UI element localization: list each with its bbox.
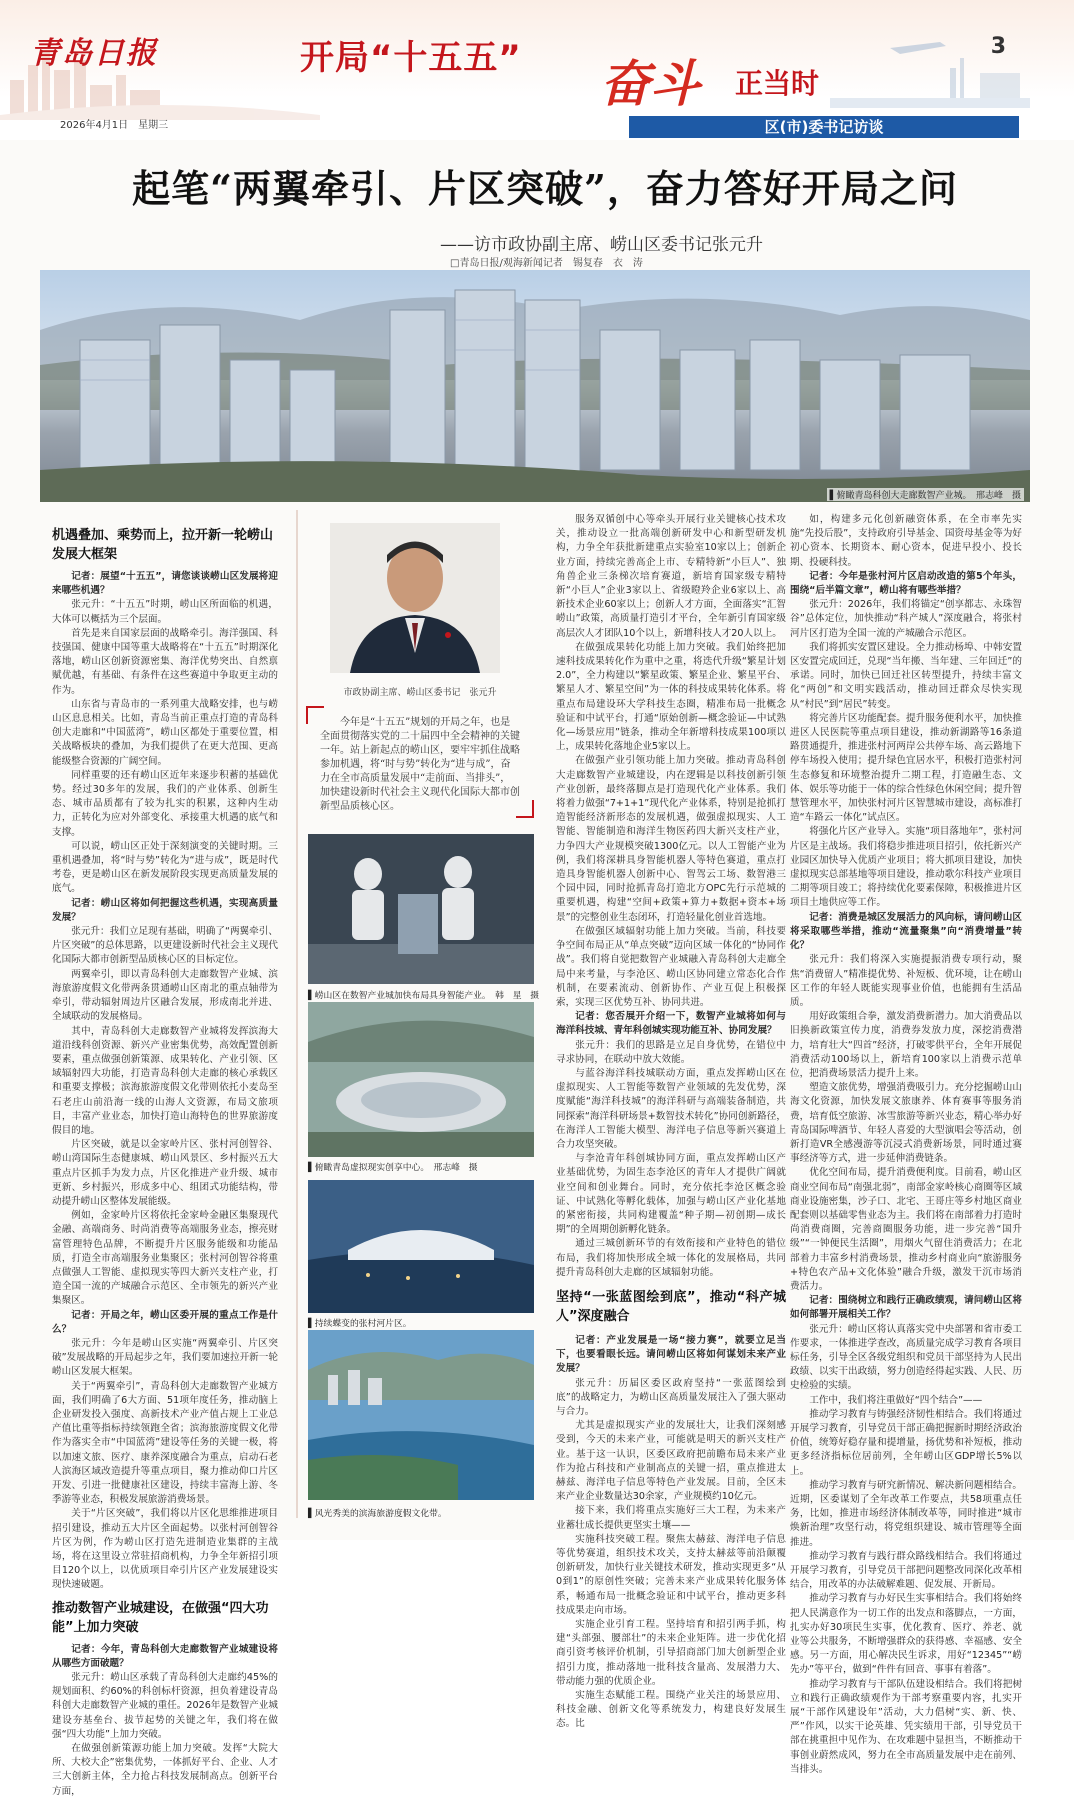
paragraph: 推动学习教育与铸强经济韧性相结合。我们将通过开展学习教育，引导党员干部正确把握新时期经济政治价值，统筹好稳存量和提增量，扬优势和补短板，推动更多经济指标位居前列，全年崂山区GDP增长5%以上。: [790, 1408, 1022, 1477]
harbor-illustration: [830, 28, 1030, 108]
paragraph: 例如，金家岭片区将依托金家岭金融区集聚现代金融、高端商务、时尚消费等高端服务业态，擦亮财富管理特色品牌，不断提升片区服务能级和功能品质，打造全市高端服务业集聚区；张村河创智谷将重点做强人工智能、虚拟现实等四大新兴支柱产业，打造全国一流的产城融合示范区、全市领先的新兴产业集聚区。: [52, 1210, 278, 1307]
column-divider: [296, 510, 298, 1518]
portrait-caption: 市政协副主席、崂山区委书记 张元升: [343, 688, 497, 698]
interviewee-portrait: [330, 523, 500, 673]
paragraph: 其中，青岛科创大走廊数智产业城将发挥滨海大道沿线科创资源、新兴产业密集优势，高效配置创新要素，重点做强创新策源、成果转化、产业引领、区域辐射四大功能，打造青岛科创大走廊的核心承载区和重要支撑极；滨海旅游度假文化带则依托小麦岛至石老庄山前沿海一线的山海人文资源，布局文旅项目，丰富产业业态，加快打造山海特色的世界旅游度假目的地。: [52, 1025, 278, 1136]
paragraph: 在做强成果转化功能上加力突破。我们始终把加速科技成果转化作为重中之重，将迭代升级“繁星计划2.0”，全力构建以“繁星政策、繁星企业、繁星平台、繁星人才、繁星空间”为一体的科技成果转化体系。将重点布局建设环大学科技生态圈，精准布局一批概念验证和中试平台，打通“原始创新—概念验证—中试熟化—场景应用”链条，推动全年新增科技成果100项以上，成果转化落地企业5家以上。: [556, 641, 786, 753]
paragraph: 同样重要的还有崂山区近年来逐步积蓄的基础优势。经过30多年的发展，我们的产业体系、创新生态、城市品质都有了较为扎实的积累，这种内生动力，正转化为应对外部变化、承接重大机遇的底气和支撑。: [52, 769, 278, 838]
special-headline-prefix: 开局“十五五”: [300, 38, 522, 78]
paragraph: 片区突破，就是以金家岭片区、张村河创智谷、崂山湾国际生态健康城、崂山风景区、乡村振兴五大重点片区抓手为发力点，片区化推进产业升级、城市更新、乡村振兴，形成多中心、组团式功能结构，带动提升崂山区整体发展能级。: [52, 1139, 278, 1207]
answer: 张元升：今年是崂山区实施“两翼牵引、片区突破”发展战略的开局起步之年，我们要加速拉开新一轮崂山区发展大框架。: [52, 1337, 278, 1378]
paragraph: 塑造文旅优势，增强消费吸引力。充分挖掘崂山山海文化资源，加快发展文旅康养、体育赛事等服务消费，培育低空旅游、冰雪旅游等新兴业态，精心举办好青岛国际啤酒节、年轻人喜爱的大型演唱会等活动，创新打造VR全感漫游等沉浸式消费新场景，同时通过赛事经济等方式，进一步延伸消费链条。: [790, 1082, 1022, 1165]
issue-date: 2026年4月1日 星期三: [60, 120, 169, 131]
article-title: 起笔“两翼牵引、片区突破”，奋力答好开局之问: [132, 166, 958, 211]
paragraph: 接下来，我们将重点实施好三大工程，为未来产业蓄壮成长提供更坚实土壤——: [556, 1505, 786, 1531]
paragraph: 在做强区域辐射功能上加力突破。当前，科技要争空间布局正从“单点突破”迈向区域一体化的“协同作战”。我们将自觉把数智产业城融入青岛科创大走廊全局中来考量，与李沧区、崂山区协同建立常态化合作机制，在要素流动、创新协作、产业互促上积极探索，实现三区优势互补、协同共进。: [556, 925, 786, 1008]
paragraph: 将完善片区功能配套。提升服务便利水平，加快推进区人民医院等重点项目建设，推动新湖路等16条道路贯通提升，推进张村河两岸公共停车场、高云路地下停车场投入使用；提升绿色宜居水平，积极打造张村河生态修复和环境整治提升二期工程，打造融生态、文体、娱乐等功能于一体的综合性绿色休闲空间；提升智慧管理水平，加快张村河片区智慧城市建设，高标准打造“车路云一体化”试点区。: [790, 712, 1022, 824]
section-heading: 坚持“一张蓝图绘到底”，推动“科产城人”深度融合: [556, 1289, 786, 1324]
answer: 张元升：我们的思路是立足自身优势，在错位中寻求协同，在联动中放大效能。: [556, 1039, 786, 1065]
question: 记者：您否展开介绍一下，数智产业城将如何与海洋科技城、青年科创城实现功能互补、协同发展？: [556, 1011, 786, 1037]
paragraph: 尤其是虚拟现实产业的发展壮大，让我们深刻感受到，今天的未来产业，可能就是明天的新兴支柱产业。基于这一认识，区委区政府把前瞻布局未来产业作为抢占科技和产业制高点的关键一招，重点推进太赫兹、海洋电子信息等特色产业发展。目前，全区未来产业企业数量达30余家，产业规模约10亿元。: [556, 1420, 786, 1503]
paragraph: 推动学习教育与研究新情况、解决新问题相结合。近期，区委谋划了全年改革工作要点，共58项重点任务，比如，推进市场经济体制改革等，同时推进“城市焕新治理”攻坚行动，将党组织建设、城市管理等全面推进。: [790, 1479, 1022, 1548]
paragraph: 实施企业引育工程。坚持培育和招引两手抓，构建“头部强、腰部壮”的未来企业矩阵。进一步优化招商引资考核评价机制，引导招商部门加大创新型企业招引力度，推动落地一批科技含量高、发展潜力大、带动能力强的优质企业。: [556, 1619, 786, 1687]
paragraph: 两翼牵引，即以青岛科创大走廊数智产业城、滨海旅游度假文化带两条贯通崂山区南北的重点轴带为牵引，带动辐射周边片区融合发展，形成南北并进、全域联动的发展格局。: [52, 968, 278, 1023]
paragraph: 山东省与青岛市的一系列重大战略安排，也与崂山区息息相关。比如，青岛当前正重点打造的青岛科创大走廊和“中国蓝湾”，崂山区都处于重要位置，相关战略板块的叠加，为我们提供了在更大范围、更高能级整合资源的广阔空间。: [52, 698, 278, 767]
coast-illustration: [308, 1330, 534, 1500]
article-subtitle: ——访市政协副主席、崂山区委书记张元升: [440, 235, 763, 255]
paragraph: 首先是来自国家层面的战略牵引。海洋强国、科技强国、健康中国等重大战略将在“十五五”时期深化落地，崂山区创新资源密集、海洋优势突出、自然禀赋优越，有基础、有条件在这些赛道中争取更主动的作为。: [52, 627, 278, 696]
hero-photo: [40, 270, 1030, 502]
question: 记者：今年，青岛科创大走廊数智产业城建设将从哪些方面破题？: [52, 1643, 278, 1669]
article-column-1: [52, 520, 278, 1797]
paragraph: 与蓝谷海洋科技城联动方面，重点发挥崂山区在虚拟现实、人工智能等数智产业领域的先发优势，深度赋能“海洋科技城”的海洋科研与高端装备制造，共同探索“海洋科研场景+数智技术转化”协同创新路径，在海洋人工智能大模型、海洋电子信息等新兴赛道上合力攻坚突破。: [556, 1067, 786, 1150]
section-heading: 推动数智产业城建设，在做强“四大功能”上加力突破: [52, 1600, 269, 1635]
paragraph: 在做强创新策源功能上加力突破。发挥“大院大所、大校大企”密集优势，一体抓好平台、企业、人才三大创新主体，全力抢占科技发展制高点。创新平台方面，: [52, 1743, 278, 1797]
newspaper-logo: 青岛日报: [30, 36, 158, 71]
paragraph: 实施科技突破工程。聚焦太赫兹、海洋电子信息等优势赛道，组织技术攻关，支持太赫兹等前沿颠覆创新研发，加快行业关键技术研发，推动实现更多“从0到1”的原创性突破；完善未来产业成果转化服务体系，畅通布局一批概念验证和中试平台，推动更多科技成果走向市场。: [556, 1533, 786, 1616]
answer: 张元升：“十五五”时期，崂山区所面临的机遇，大体可以概括为三个层面。: [52, 599, 278, 625]
hero-photo-caption: ▌俯瞰青岛科创大走廊数智产业城。 邢志峰 摄: [827, 488, 1024, 501]
special-headline-fendou: 奋斗: [600, 54, 700, 113]
section-tag: 区(市)委书记访谈: [629, 116, 1019, 138]
paragraph: 关于“两翼牵引”，青岛科创大走廊数智产业城方面，我们明确了6大方面、51项年度任务，推动脑上企业研发投入强度、高新技术产业产值占规上工业总产值比重等指标持续领跑全省；滨海旅游度假文化带作为落实全市“中国蓝湾”建设等任务的关键一极，将以加速文旅、医疗、康养深度融合为重点，启动石老人滨海区域改造提升等重点项目，聚力推动仰口片区开发、引进一批健康社区建设，持续丰富海上游、冬季游等业态，积极发展旅游消费场景。: [52, 1380, 278, 1506]
question: 记者：产业发展是一场“接力赛”，就要立足当下，也要看眼长远。请问崂山区将如何谋划未来产业发展？: [556, 1334, 786, 1375]
paragraph: 可以说，崂山区正处于深刻演变的关键时期。三重机遇叠加，将“时与势”转化为“进与成”，既是时代考卷，更是崂山区在新发展阶段实现更高质量发展的底气。: [52, 840, 278, 895]
paragraph: 工作中，我们将注重做好“四个结合”——: [809, 1394, 983, 1406]
question: 记者：开局之年，崂山区委开展的重点工作是什么？: [52, 1309, 278, 1335]
paragraph: 与李沧青年科创城协同方面，重点发挥崂山区产业基础优势，为固生态李沧区的青年人才提供广阔就业空间和创业舞台。同时，充分依托李沧区概念验证、中试熟化等孵化载体，加强与崂山区产业化基地的紧密衔接，共同构建覆盖“种子期—初创期—成长期”的全周期创新孵化链条。: [556, 1153, 786, 1236]
answer: 张元升：崂山区将认真落实党中央部署和省市委工作要求，一体推进学查改，高质量完成学习教育各项目标任务，引导全区各级党组织和党员干部坚持为人民出政绩、以实干出政绩，努力创造经得起实践、人民、历史检验的实绩。: [790, 1323, 1022, 1392]
photo-robots: [308, 834, 534, 984]
paragraph: 实施生态赋能工程。围绕产业关注的场景应用、科技金融、创新文化等系统发力，构建良好发展生态。比: [556, 1690, 786, 1730]
question: 记者：消费是城区发展活力的风向标，请问崂山区将采取哪些举措，推动“流量聚集”向“消费增量”转化？: [790, 911, 1022, 952]
paragraph: 我们将抓实安置区建设。全力推动杨埠、中韩安置区安置完成回迁，兑现“当年搬、当年建、三年回迁”的承诺。同时，加快已回迁社区转型提升，持续丰富文化“两创”和文明实践活动，推动回迁群众尽快实现从“村民”到“居民”转变。: [790, 641, 1022, 710]
section-heading: 机遇叠加、乘势而上，拉开新一轮崂山发展大框架: [52, 528, 274, 562]
special-headline-suffix: 正当时: [735, 67, 820, 100]
portrait-illustration: [330, 523, 500, 673]
paragraph: 将强化片区产业导入。实施“项目落地年”，张村河片区是主战场。我们将稳步推进项目招引，依托新兴产业园区加快导入优质产业项目；将大抓项目建设，加快虚拟现实总部基地等项目建设，推动歌尔科技产业项目二期等项目竣工；将持续优化要素保障，积极推进片区项目土地供应等工作。: [790, 826, 1022, 909]
answer: 张元升：崂山区承载了青岛科创大走廊约45%的规划面积、约60%的科创标杆资源，担负着建设青岛科创大走廊数智产业城的重任。2026年是数智产业城建设夯基垒台、拔节起势的关键之年，我们将在做强“四大功能”上加力突破。: [52, 1672, 278, 1740]
article-column-3: [556, 513, 786, 1730]
quote-bracket-top-left: [306, 706, 324, 724]
answer: 张元升：2026年，我们将锚定“创享都志、永珠智谷”总体定位，加快推动“科产城人”深度融合，将张村河片区打造为全国一流的产城融合示范区。: [790, 599, 1022, 639]
paragraph: 服务双循创中心等牵头开展行业关键核心技术攻关，推动设立一批高端创新研发中心和新型研发机构，力争全年获批新建重点实验室10家以上；创新企业方面，持续完善高企上市、专精特新“小巨人”、独角兽企业三条梯次培育赛道，新培育国家级专精特新“小巨人”企业3家以上、省级瞪羚企业6家以上、高新技术企业60家以上；创新人才方面，全面落实“汇智崂山”政策，高质量打造引才平台，全年新引育国家级高层次人才团队10个以上，新增科技人才20人以上。: [556, 514, 786, 639]
quote-bracket-bottom-right: [516, 800, 534, 818]
vr-center-illustration: [308, 1002, 534, 1157]
question: 记者：围绕树立和践行正确政绩观，请问崂山区将如何部署开展相关工作？: [790, 1295, 1022, 1321]
photo-caption: ▌俯瞰青岛虚拟现实创享中心。 邢志峰 摄: [308, 1163, 478, 1173]
photo-vr-center: [308, 1002, 534, 1157]
paragraph: 通过三城创新环节的有效衔接和产业特色的错位布局，我们将加快形成全城一体化的发展格局，共同提升青岛科创大走廊的区域辐射功能。: [556, 1238, 786, 1278]
answer: 张元升：我们将深入实施提振消费专项行动，聚焦“消费留人”精准提优势、补短板、优环境，让在崂山区工作的年轻人既能实现事业价值，也能拥有生活品质。: [790, 954, 1022, 1008]
city-aerial-illustration: [40, 270, 1030, 502]
zhangcun-river-illustration: [308, 1180, 534, 1313]
photo-zhangcun: [308, 1180, 534, 1313]
paragraph: 在做强产业引领功能上加力突破。推动青岛科创大走廊数智产业城建设，内在逻辑是以科技创新引领产业创新，最终落脚点是打造现代化产业体系。我们将着力做强“7+1+1”现代化产业体系，特别是抢抓打造智能经济新形态的发展机遇，做强虚拟现实、人工智能、智能制造和海洋生物医药四大新兴支柱产业，力争四大产业规模突破1300亿元。以人工智能产业为例，我们将深耕具身智能机器人等特色赛道，重点打造具身智能机器人创新中心、智驾云工场、数智港三个园中园，同时抢抓青岛打造北方OPC先行示范城的重要机遇，构建“空间+政策+算力+数据+资本+场景”的完整创业生态闭环，打造轻量化创业首选地。: [556, 755, 786, 923]
article-byline: □青岛日报/观海新闻记者 锡复春 衣 涛: [450, 258, 643, 269]
paragraph: 优化空间布局，提升消费便利度。目前看，崂山区商业空间布局“南强北弱”，南部金家岭核心商圈等区域商业设施密集，沙子口、北宅、王哥庄等乡村地区商业配套则以基础零售业态为主。我们将在南部着力打造时尚消费商圈，完善商圈服务功能，进一步完善“国升级”“一钟便民生活圈”，用烟火气留住消费活力；在北部着力丰富乡村消费场景，推动乡村商业向“旅游服务+特色农产品+文化体验”融合升级，激发干沉市场消费活力。: [790, 1167, 1022, 1292]
photo-caption: ▌风光秀美的滨海旅游度假文化带。: [308, 1509, 447, 1519]
page-number: 3: [990, 34, 1006, 59]
question: 记者：展望“十五五”，请您谈谈崂山区发展将迎来哪些机遇？: [52, 571, 278, 597]
question: 记者：今年是张村河片区启动改造的第5个年头，围绕“后半篇文章”，崂山将有哪些举措？: [790, 570, 1022, 597]
paragraph: 用好政策组合拳，激发消费新潜力。加大消费品以旧换新政策宣传力度，消费券发放力度，深挖消费潜力，培育壮大“四首”经济，打破零供平台，全年开展促消费活动100场以上，新培育100家以上消费示范单位，把消费场景活力提升上来。: [790, 1011, 1022, 1079]
robot-illustration: [308, 834, 534, 984]
pull-quote: 今年是“十五五”规划的开局之年，也是全面贯彻落实党的二十届四中全会精神的关键一年。站上新起点的崂山区，要牢牢抓住战略参加机遇，将“时与势”转化为“进与成”，奋力在全市高质量发展中“走前面、当排头”，加快建设新时代社会主义现代化国际大都市创新型品质核心区。: [320, 717, 520, 812]
paragraph: 关于“片区突破”，我们将以片区化思维推进项目招引建设，推动五大片区全面起势。以张村河创智谷片区为例，作为崂山区打造先进制造业集群的主战场，将在这里设立常驻招商机构，力争全年新招引项目120个以上，以优质项目牵引片区产业发展建设实现快速破题。: [52, 1508, 278, 1591]
answer: 张元升：我们立足现有基础，明确了“两翼牵引、片区突破”的总体思路，以更建设新时代社会主义现代化国际大都市创新型品质核心区的目标定位。: [52, 926, 278, 966]
question: 记者：崂山区将如何把握这些机遇，实现高质量发展？: [52, 897, 278, 923]
paragraph: 推动学习教育与干部队伍建设相结合。我们将把树立和践行正确政绩观作为干部考察重要内容，扎实开展“干部作风建设年”活动，大力倡树“实、新、快、严”作风，以实干论英雄、凭实绩用干部，引导党员干部在挑重担中见作为、在攻难题中显担当，不断推动干事创业蔚然成风，努力在全市高质量发展中走在前列、当排头。: [790, 1678, 1022, 1775]
photo-caption: ▌持续蝶变的张村河片区。: [308, 1319, 412, 1329]
photo-coast: [308, 1330, 534, 1500]
photo-caption: ▌崂山区在数智产业城加快布局具身智能产业。 韩 星 摄: [308, 991, 540, 1001]
masthead: [0, 0, 1074, 140]
paragraph: 推动学习教育与办好民生实事相结合。我们将始终把人民满意作为一切工作的出发点和落脚点，一方面，扎实办好30项民生实事，优化教育、医疗、养老、就业等公共服务，不断增强群众的获得感、幸福感、安全感。另一方面，用心解决民生诉求，用好“12345”“崂先办”等平台，做到“件件有回音、事事有着落”。: [790, 1593, 1022, 1676]
paragraph: 如，构建多元化创新融资体系，在全市率先实施“先投后股”，支持政府引导基金、国资母基金等为好初心资本、长期资本、耐心资本，促进早投小、投长期、投硬科技。: [790, 514, 1022, 568]
paragraph: 推动学习教育与践行群众路线相结合。我们将通过开展学习教育，引导党员干部把问题整改同深化改革相结合，用改革的办法破解难题、促发展、开新局。: [790, 1550, 1022, 1591]
answer: 张元升：历届区委区政府坚持“一张蓝图绘到底”的战略定力，为崂山区高质量发展注入了强大驱动与合力。: [556, 1377, 786, 1417]
article-column-4: [790, 513, 1022, 1775]
